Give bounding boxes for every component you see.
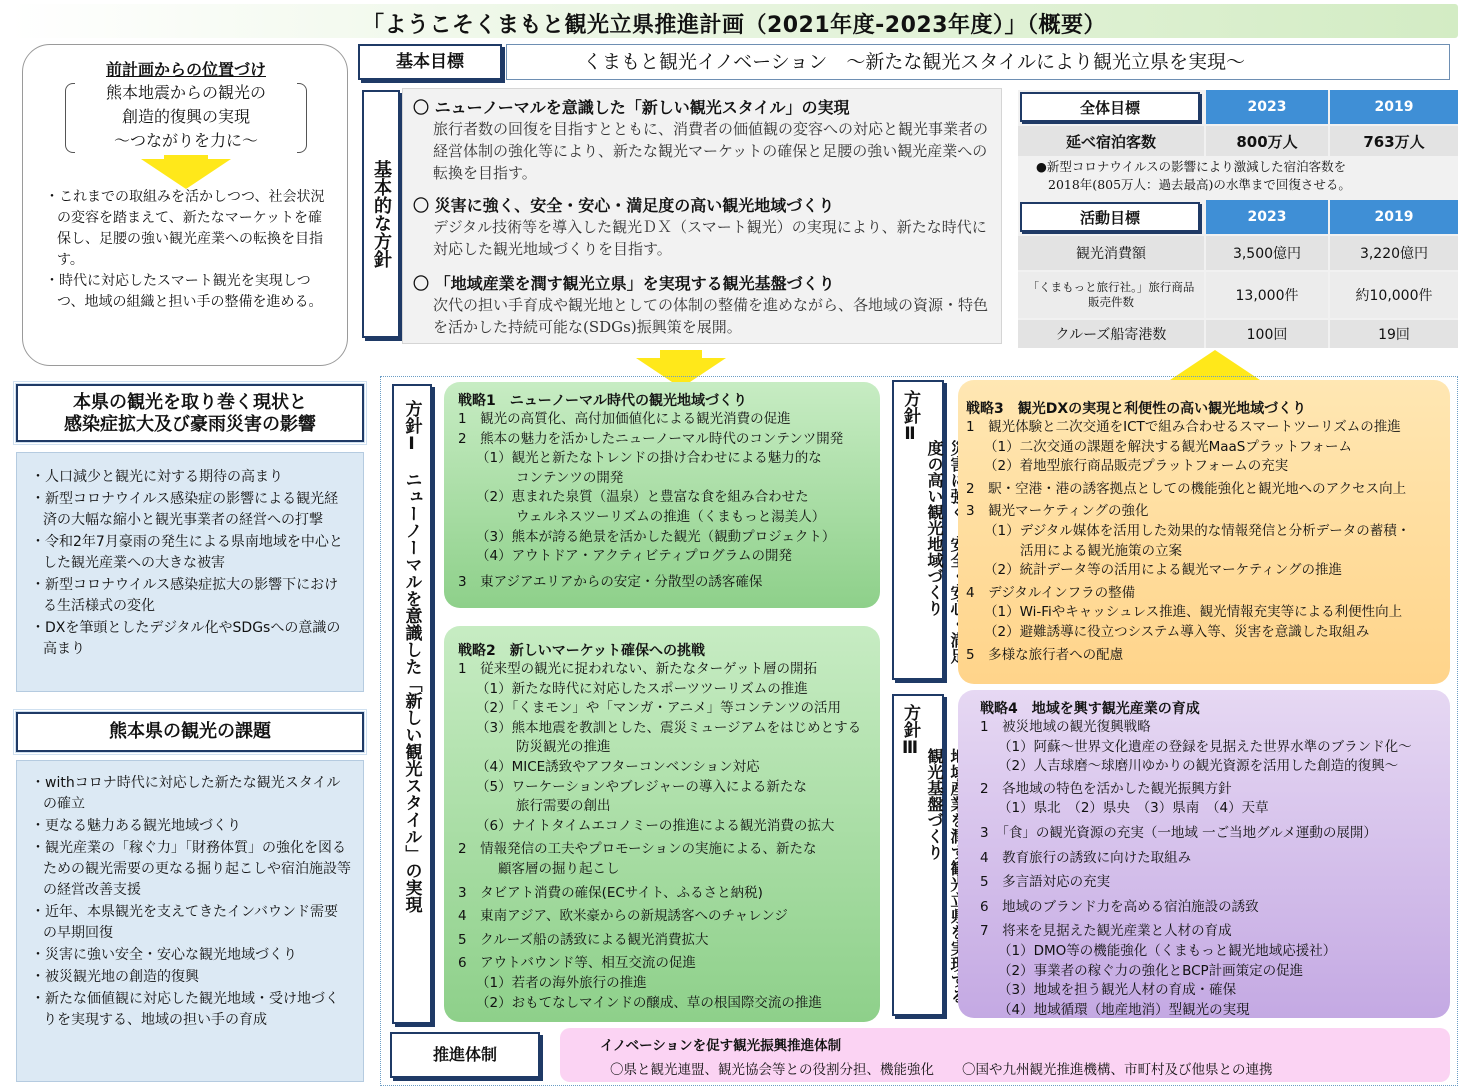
policy-body: デジタル技術等を導入した観光ＤＸ（スマート観光）の実現により、新たな時代に対応した観光地域づくりを目指す。 — [433, 218, 987, 258]
policy-body: 旅行者数の回復を目指すとともに、消費者の価値観の変容への対応と観光事業者の経営体制の強化等により、新たな観光マーケットの確保と足腰の強い観光産業への転換を目指す。 — [433, 120, 989, 182]
strategy-item: （4）地域循環（地産地消）型観光の実現 — [998, 1001, 1250, 1018]
basic-policy-label: 基本的な方針 — [362, 90, 400, 338]
strategy-item: （2）「くまモン」や「マンガ・アニメ」等コンテンツの活用 — [476, 700, 841, 717]
policy-heading: 〇 災害に強く、安全・安心・満足度の高い観光地域づくり — [413, 196, 835, 215]
strategy-item: コンテンツの開発 — [516, 469, 624, 486]
policy3-label — [892, 694, 944, 1016]
policy-body: 次代の担い手育成や観光地としての体制の整備を進めながら、各地域の資源・特色を活かした持続可能な(SDGs)振興策を展開。 — [433, 296, 989, 336]
bullet-item: ・被災観光地の創造的復興 — [31, 969, 199, 985]
strategy-item: 7 将来を見据えた観光産業と人材の育成 — [980, 923, 1232, 940]
strategy-item: （3）熊本地震を教訓とした、震災ミュージアムをはじめとする — [476, 719, 862, 736]
basic-goal-label: 基本目標 — [358, 44, 502, 80]
previous-plan-subtitle — [53, 81, 319, 153]
policy-item-1 — [413, 95, 997, 184]
strategy-item: 6 地域のブランド力を高める宿泊施設の誘致 — [980, 898, 1259, 915]
strategy-item: （2）避難誘導に役立つシステム導入等、災害を意識した取組み — [984, 623, 1370, 640]
strategy2-panel — [444, 626, 880, 1022]
subtitle-line: 創造的復興の実現 — [121, 107, 250, 126]
activity-target-label: 活動目標 — [1020, 202, 1200, 232]
previous-plan-panel — [22, 44, 348, 366]
activity-row-2019: 3,220億円 — [1330, 236, 1458, 270]
strategy-item: （4）アウトドア・アクティビティプログラムの開発 — [476, 548, 792, 565]
activity-row-2023: 100回 — [1206, 320, 1328, 348]
year-header: 2023 — [1206, 90, 1328, 124]
strategy3-panel — [958, 380, 1450, 684]
activity-row-label: クルーズ船寄港数 — [1018, 320, 1204, 348]
activity-row-2019: 19回 — [1330, 320, 1458, 348]
strategy-heading: 戦略1 ニューノーマル時代の観光地域づくり — [458, 393, 748, 409]
issues-bullets — [31, 773, 351, 1031]
strategy-item: （5）ワーケーションやブレジャーの導入による新たな — [476, 778, 807, 795]
note-line: ●新型コロナウイルスの影響により激減した宿泊客数を — [1036, 159, 1347, 174]
strategy-item: 1 従来型の観光に捉われない、新たなターゲット層の開拓 — [458, 661, 818, 677]
strategy-item: 5 多様な旅行者への配慮 — [966, 646, 1124, 663]
promotion-heading: イノベーションを促す観光振興推進体制 — [600, 1038, 842, 1054]
strategy-item: （1）阿蘇～世界文化遺産の登録を見据えた世界水準のブランド化～ — [998, 738, 1412, 755]
strategy-item: 防災観光の推進 — [516, 739, 611, 756]
strategy-item: （2）着地型旅行商品販売プラットフォームの充実 — [984, 458, 1289, 475]
year-header: 2019 — [1330, 200, 1458, 234]
strategy-item: ウェルネスツーリズムの推進（くまもっと湯美人） — [516, 508, 826, 525]
bullet-item: ・時代に対応したスマート観光を実現しつつ、地域の組織と担い手の整備を進める。 — [45, 273, 323, 310]
bullet-item: ・新型コロナウイルス感染症の影響による観光経済の大幅な縮小と観光事業者の経営への打撃 — [31, 491, 339, 528]
strategy-heading: 戦略2 新しいマーケット確保への挑戦 — [458, 643, 706, 659]
year-header: 2019 — [1330, 90, 1458, 124]
strategy-item: （3）地域を担う観光人材の育成・確保 — [998, 982, 1237, 999]
policy-number: 方針Ⅲ — [900, 704, 920, 758]
strategy-item: （1）デジタル媒体を活用した効果的な情報発信と分析データの蓄積・ — [984, 522, 1411, 539]
current-status-panel — [16, 452, 364, 692]
activity-row-2023: 3,500億円 — [1206, 236, 1328, 270]
policy-number: 方針Ⅱ — [900, 390, 920, 444]
strategy-item: （2）統計データ等の活用による観光マーケティングの推進 — [984, 562, 1342, 579]
policy-heading: 〇 「地域産業を潤す観光立県」を実現する観光基盤づくり — [413, 274, 835, 293]
promotion-items — [600, 1058, 1450, 1078]
overall-row-2019: 763万人 — [1330, 126, 1458, 156]
issues-heading: 熊本県の観光の課題 — [16, 712, 364, 752]
basic-policy-panel — [402, 88, 1002, 344]
strategy-item: （1）若者の海外旅行の推進 — [476, 974, 647, 991]
subtitle-line: 熊本地震からの観光の — [105, 83, 266, 102]
strategy-item: （2）恵まれた泉質（温泉）と豊富な食を組み合わせた — [476, 489, 809, 506]
strategy-item: 1 被災地域の観光復興戦略 — [980, 719, 1151, 735]
bullet-item: ・災害に強い安全・安心な観光地域づくり — [31, 947, 297, 963]
strategy-item: 1 観光体験と二次交通をICTで組み合わせるスマートツーリズムの推進 — [966, 419, 1401, 435]
note-line: 2018年(805万人：過去最高)の水準まで回復させる。 — [1048, 177, 1351, 192]
overall-row-2023: 800万人 — [1206, 126, 1328, 156]
bullet-item: ・近年、本県観光を支えてきたインバウンド需要の早期回復 — [31, 904, 339, 941]
strategy-item: 2 熊本の魅力を活かしたニューノーマル時代のコンテンツ開発 — [458, 430, 844, 447]
policy-body: 観光基盤づくり — [925, 748, 944, 860]
previous-plan-title: 前計画からの位置づけ — [105, 60, 266, 79]
activity-row-label: 観光消費額 — [1018, 236, 1204, 270]
strategy-item: （1）二次交通の課題を解決する観光MaaSプラットフォーム — [984, 438, 1353, 455]
year-header: 2023 — [1206, 200, 1328, 234]
strategy-item: （3）熊本が誇る絶景を活かした観光（観動プロジェクト） — [476, 528, 836, 545]
down-arrow-icon — [141, 159, 231, 189]
strategy-item: 4 教育旅行の誘致に向けた取組み — [980, 849, 1192, 866]
strategy-item: 活用による観光施策の立案 — [1020, 542, 1182, 559]
promotion-label: 推進体制 — [390, 1032, 540, 1078]
strategy-heading: 戦略3 観光DXの実現と利便性の高い観光地域づくり — [966, 401, 1307, 417]
promotion-item: 〇国や九州観光推進機構、市町村及び他県との連携 — [962, 1062, 1273, 1078]
strategy-item: 1 観光の高質化、高付加価値化による観光消費の促進 — [458, 411, 791, 427]
heading-line: 本県の観光を取り巻く現状と — [73, 392, 307, 413]
previous-plan-bullets — [45, 187, 335, 313]
strategy-item: （1）DMO等の機能強化（くまもっと観光地域応援社） — [998, 942, 1337, 959]
heading-line: 感染症拡大及び豪雨災害の影響 — [64, 414, 316, 435]
policy-item-2 — [413, 193, 997, 260]
strategy-item: （1）新たな時代に対応したスポーツツーリズムの推進 — [476, 680, 808, 697]
bullet-item: ・これまでの取組みを活かしつつ、社会状況の変容を踏まえて、新たなマーケットを確保し、足腰の強い観光産業への転換を目指す。 — [45, 189, 325, 268]
bullet-item: ・観光産業の「稼ぐ力」「財務体質」の強化を図るための観光需要の更なる掘り起こしや宿泊施設等の経営改善支援 — [31, 840, 351, 898]
strategy-item: 3 「食」の観光資源の充実（一地域 一ご当地グルメ運動の展開） — [980, 824, 1377, 841]
strategy-item: （2）おもてなしマインドの醸成、草の根国際交流の推進 — [476, 994, 822, 1011]
current-status-bullets — [31, 467, 351, 660]
strategy1-panel — [444, 382, 880, 608]
strategy-item: 3 タビアト消費の確保(ECサイト、ふるさと納税) — [458, 884, 763, 901]
overall-target-note — [1036, 158, 1456, 194]
bullet-item: ・withコロナ時代に対応した新たな観光スタイルの確立 — [31, 775, 341, 812]
policy1-label: 方針Ⅰ ニューノーマルを意識した「新しい観光スタイル」の実現 — [392, 384, 432, 1024]
strategy-item: （2）事業者の稼ぐ力の強化とBCP計画策定の促進 — [998, 962, 1304, 979]
strategy4-panel — [958, 690, 1450, 1018]
strategy-item: （2）人吉球磨～球磨川ゆかりの観光資源を活用した創造的復興～ — [998, 758, 1399, 775]
strategy-item: 顧客層の掘り起こし — [498, 860, 620, 877]
bullet-item: ・令和2年7月豪雨の発生による県南地域を中心とした観光産業への大きな被害 — [31, 534, 343, 571]
activity-row-2023: 13,000件 — [1206, 272, 1328, 318]
strategy-item: （6）ナイトタイムエコノミーの推進による観光消費の拡大 — [476, 817, 835, 834]
strategy-item: 3 観光マーケティングの強化 — [966, 503, 1149, 520]
strategy-item: 旅行需要の創出 — [516, 798, 611, 815]
bullet-item: ・新型コロナウイルス感染症拡大の影響下における生活様式の変化 — [31, 577, 339, 614]
strategy-item: （4）MICE誘致やアフターコンベンション対応 — [476, 758, 760, 775]
overall-row-label: 延べ宿泊客数 — [1018, 126, 1204, 156]
strategy-item: 3 東アジアエリアからの安定・分散型の誘客確保 — [458, 573, 763, 590]
bullet-item: ・人口減少と観光に対する期待の高まり — [31, 469, 283, 485]
overall-target-label: 全体目標 — [1020, 92, 1200, 122]
strategy-item: 2 各地域の特色を活かした観光振興方針 — [980, 780, 1232, 797]
bullet-item: ・DXを筆頭としたデジタル化やSDGsへの意識の高まり — [31, 620, 341, 657]
policy-body: 度の高い観光地域づくり — [925, 440, 944, 616]
strategy-item: （1）Wi-Fiやキャッシュレス推進、観光情報充実等による利便性向上 — [984, 604, 1403, 621]
strategy-item: 4 東南アジア、欧米豪からの新規誘客へのチャレンジ — [458, 908, 788, 925]
activity-row-label: 「くまもっと旅行社。」旅行商品販売件数 — [1018, 272, 1204, 318]
page-title: 「ようこそくまもと観光立県推進計画（2021年度-2023年度）」（概要） — [361, 13, 1107, 38]
policy-heading: 〇 ニューノーマルを意識した「新しい観光スタイル」の実現 — [413, 98, 850, 117]
targets-panel — [1018, 90, 1458, 348]
current-status-heading — [16, 384, 364, 442]
bullet-item: ・更なる魅力ある観光地域づくり — [31, 818, 241, 834]
promotion-item: 〇県と観光連盟、観光協会等との役割分担、機能強化 — [610, 1062, 934, 1078]
strategy-item: 5 クルーズ船の誘致による観光消費拡大 — [458, 931, 709, 948]
basic-goal-text: くまもと観光イノベーション ～新たな観光スタイルにより観光立県を実現～ — [506, 44, 1450, 80]
strategy-item: 6 アウトバウンド等、相互交流の促進 — [458, 955, 696, 972]
subtitle-line: ～つながりを力に～ — [113, 131, 258, 150]
strategy-item: 2 情報発信の工夫やプロモーションの実施による、新たな — [458, 841, 817, 858]
policy-item-3 — [413, 271, 997, 338]
activity-row-2019: 約10,000件 — [1330, 272, 1458, 318]
bullet-item: ・新たな価値観に対応した観光地域・受け地づくりを実現する、地域の担い手の育成 — [31, 991, 339, 1028]
strategy-heading: 戦略4 地域を興す観光産業の育成 — [980, 701, 1200, 717]
strategy-item: 4 デジタルインフラの整備 — [966, 584, 1136, 601]
issues-panel — [16, 760, 364, 1082]
policy2-label — [892, 380, 944, 680]
title-bar — [10, 4, 1458, 38]
strategy-item: 5 多言語対応の充実 — [980, 874, 1111, 891]
strategy-item: 2 駅・空港・港の誘客拠点としての機能強化と観光地へのアクセス向上 — [966, 480, 1407, 497]
strategy-item: （1）観光と新たなトレンドの掛け合わせによる魅力的な — [476, 450, 822, 467]
strategy-item: （1）県北 （2）県央 （3）県南 （4）天草 — [998, 800, 1269, 817]
promotion-panel — [560, 1028, 1450, 1082]
